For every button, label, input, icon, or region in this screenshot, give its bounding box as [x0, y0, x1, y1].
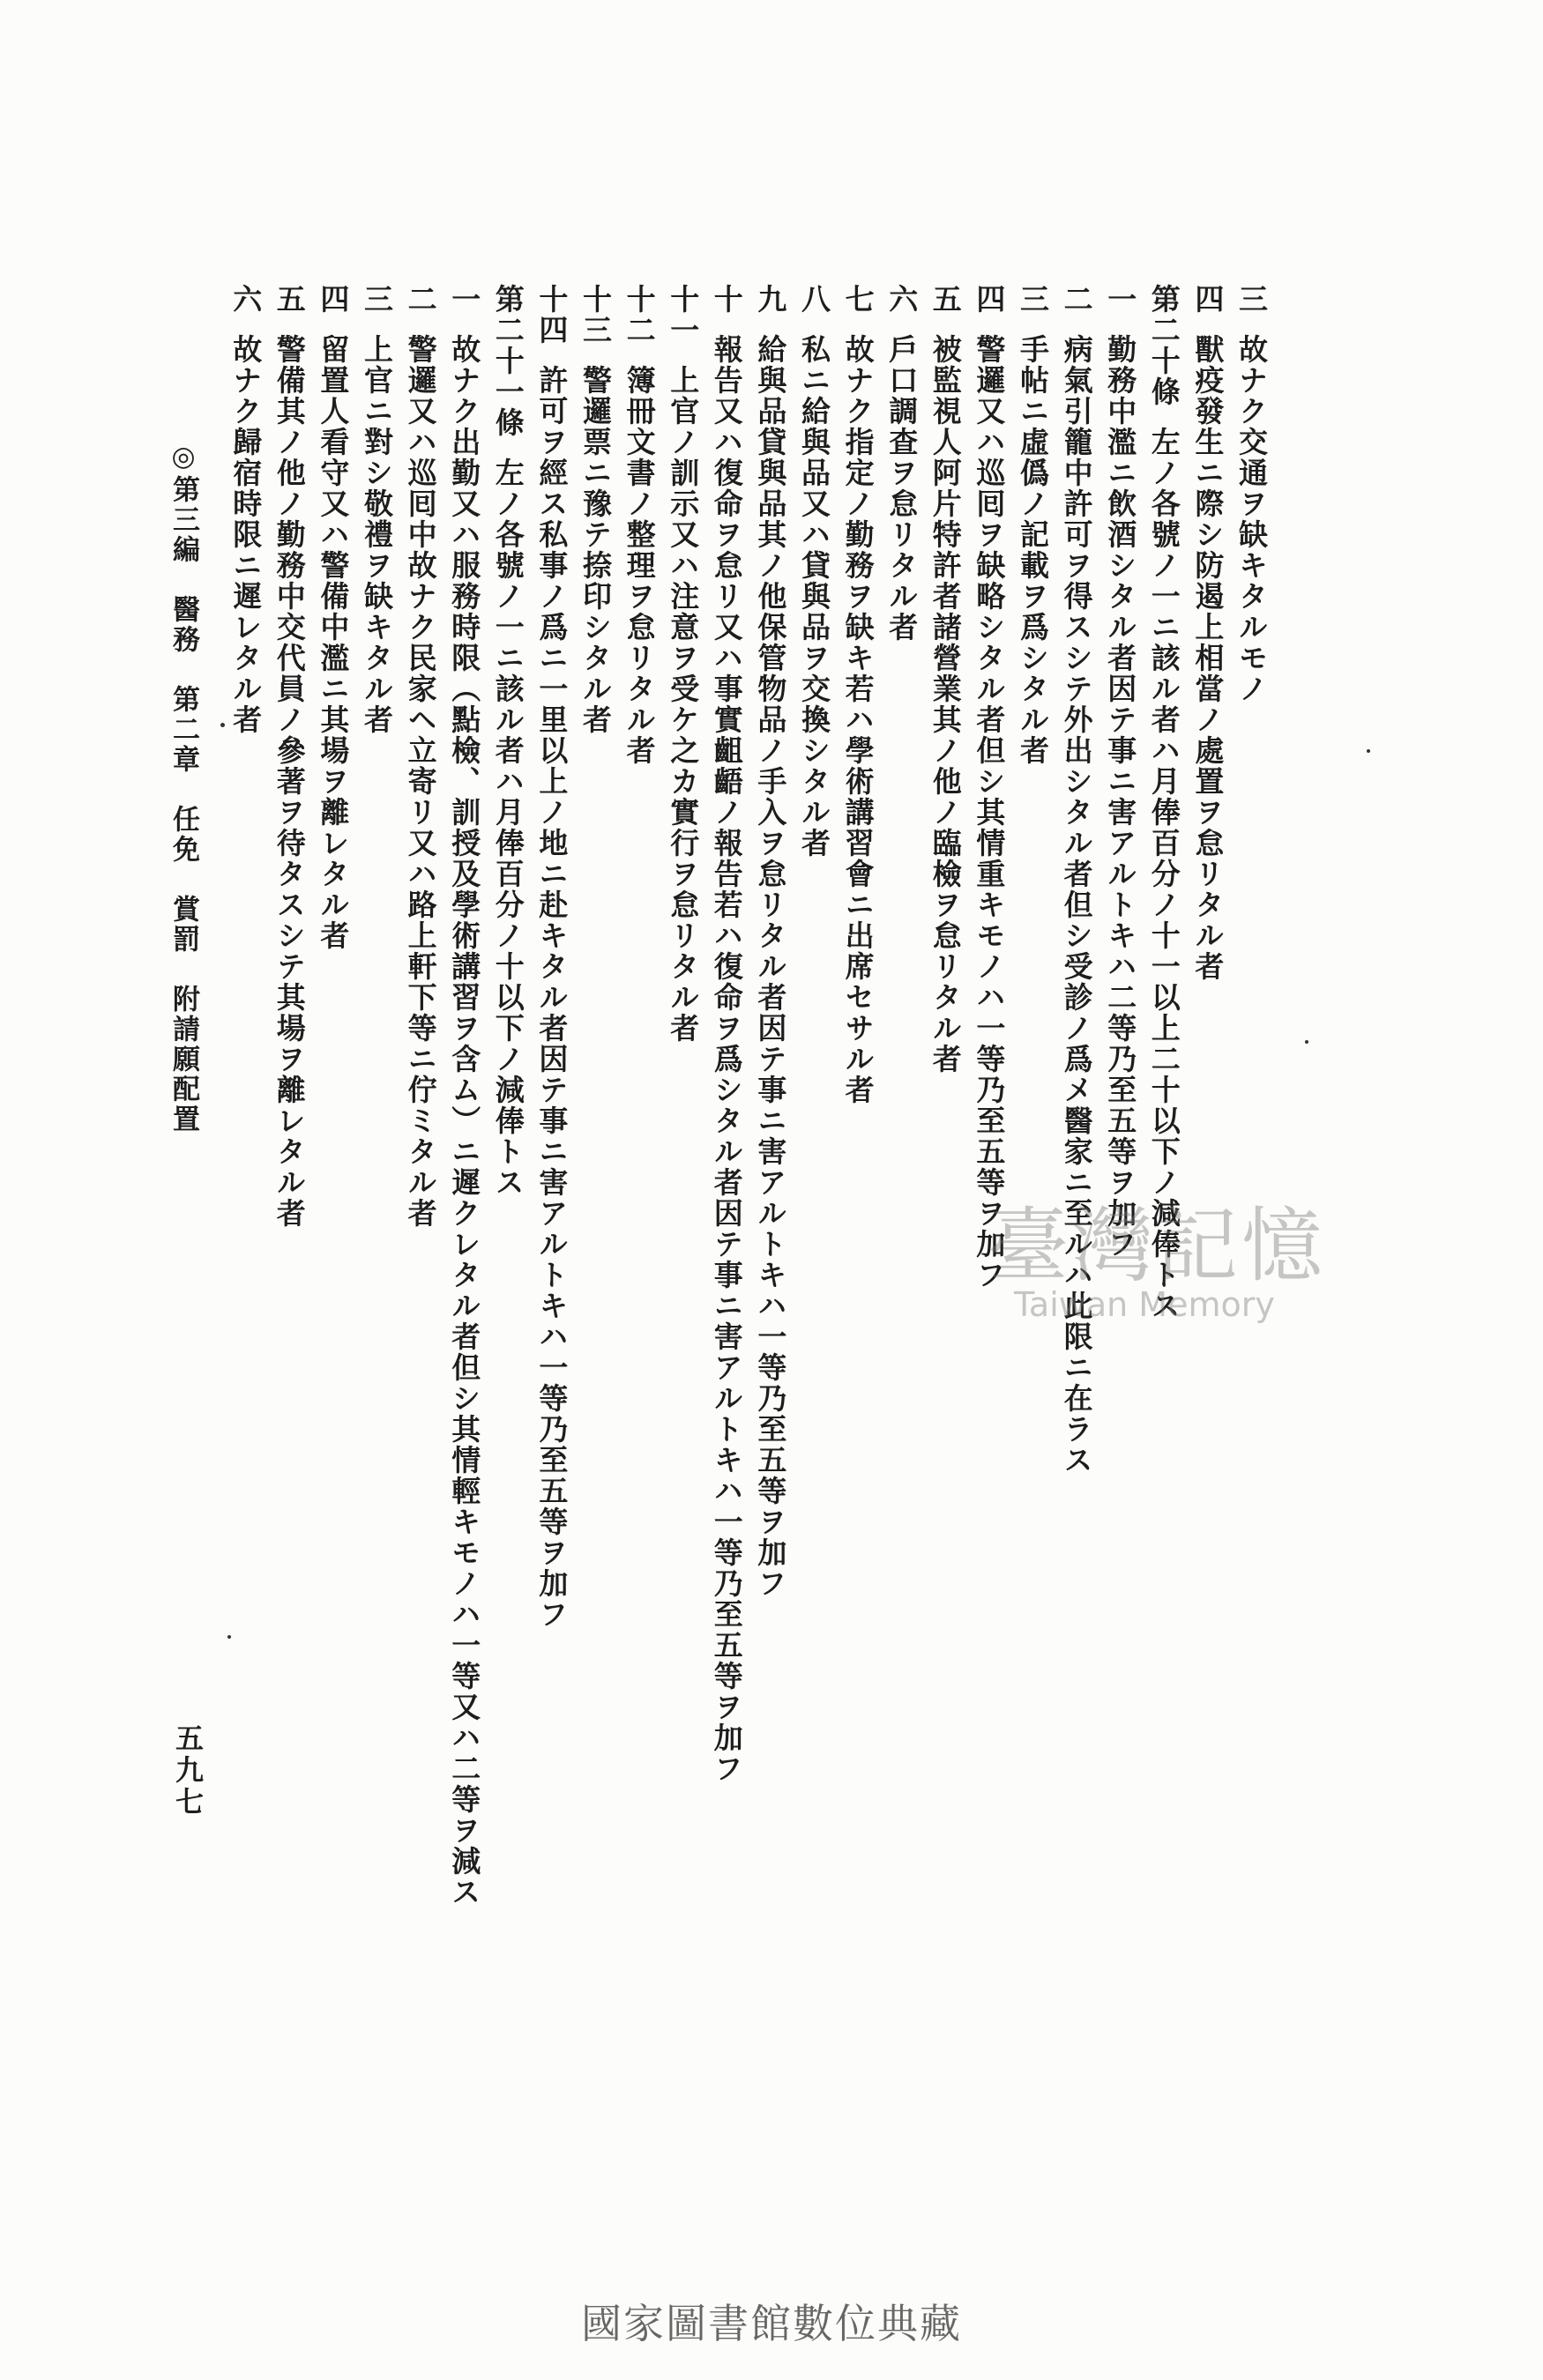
item-number: 十一	[666, 284, 701, 346]
text-line	[622, 284, 656, 766]
item-text: 警邏票ニ豫テ捺印シタル者	[578, 365, 613, 735]
library-label: 國家圖書館數位典藏	[581, 2300, 962, 2347]
item-number: 三	[1016, 284, 1050, 315]
item-number: 十四	[534, 284, 570, 346]
item-number: 五	[272, 284, 307, 315]
item-number: 四	[972, 284, 1007, 315]
text-line	[228, 284, 262, 735]
scan-speck	[227, 1635, 231, 1639]
item-text: 左ノ各號ノ一ニ該ル者ハ月俸百分ノ十以下ノ減俸トス	[490, 457, 526, 1198]
text-line	[972, 284, 1005, 1290]
item-number: 八	[797, 284, 831, 315]
item-text: 警邏又ハ巡囘中故ナク民家ヘ立寄リ又ハ路上軒下等ニ佇ミタル者	[403, 334, 438, 1229]
item-number: 四	[1190, 284, 1226, 315]
item-text: 故ナク歸宿時限ニ遲レタル者	[228, 334, 264, 735]
text-line	[753, 284, 786, 1599]
scan-speck	[1305, 1040, 1308, 1044]
item-text: 故ナク指定ノ勤務ヲ缺キ若ハ學術講習會ニ出席セサル者	[840, 334, 876, 1105]
text-line	[447, 284, 481, 1908]
watermark-cn: 臺灣記憶	[988, 1199, 1327, 1293]
item-text: 給與品貸與品其ノ他保管物品ノ手入ヲ怠リタル者因テ事ニ害アルトキハ一等乃至五等ヲ加フ	[753, 334, 788, 1599]
text-line	[1103, 284, 1137, 1260]
text-line	[884, 284, 918, 643]
item-number: 七	[840, 284, 876, 315]
page-number: 五九七	[171, 1723, 205, 1818]
item-text: 故ナク交通ヲ缺キタルモノ	[1234, 334, 1269, 704]
text-line	[1016, 284, 1049, 766]
text-line	[316, 284, 349, 951]
watermark	[988, 1181, 1327, 1357]
item-text: 私ニ給與品又ハ貸與品ヲ交換シタル者	[797, 334, 831, 859]
text-line	[1190, 284, 1224, 982]
item-text: 簿冊文書ノ整理ヲ怠リタル者	[622, 365, 657, 766]
item-number: 二	[1059, 284, 1094, 315]
item-number: 九	[753, 284, 788, 315]
item-text: 戶口調查ヲ怠リタル者	[884, 334, 920, 643]
text-line	[1147, 284, 1181, 1321]
scan-speck	[220, 723, 225, 727]
text-line	[666, 284, 699, 1044]
item-text: 上官ノ訓示又ハ注意ヲ受ケ之カ實行ヲ怠リタル者	[666, 365, 701, 1044]
text-line	[272, 284, 306, 1229]
item-number: 六	[884, 284, 920, 315]
item-number: 五	[928, 284, 963, 315]
watermark-en: Taiwan Memory	[1014, 1285, 1275, 1324]
item-number: 第二十條	[1146, 284, 1181, 407]
text-line	[710, 284, 743, 1784]
item-number: 三	[360, 284, 394, 315]
text-line	[404, 284, 437, 1229]
item-text: 勤務中濫ニ飲酒シタル者因テ事ニ害アルトキハ二等乃至五等ヲ加フ	[1103, 334, 1138, 1260]
item-text: 報告又ハ復命ヲ怠リ又ハ事實齟齬ノ報告若ハ復命ヲ爲シタル者因テ事ニ害アルトキハ一等乃至五等ヲ加フ	[709, 334, 744, 1784]
item-text: 警邏又ハ巡囘ヲ缺略シタル者但シ其情重キモノハ一等乃至五等ヲ加フ	[972, 334, 1007, 1290]
item-number: 十三	[578, 284, 613, 346]
item-number: 十	[709, 284, 744, 315]
item-text: 留置人看守又ハ警備中濫ニ其場ヲ離レタル者	[316, 334, 351, 951]
text-line	[534, 284, 568, 1630]
running-footer: ◎第三編 醫務 第二章 任免 賞罰 附請願配置	[168, 441, 199, 1134]
text-line	[491, 284, 525, 1198]
item-text: 上官ニ對シ敬禮ヲ缺キタル者	[360, 334, 394, 735]
text-line	[928, 284, 962, 1075]
item-number: 一	[1103, 284, 1138, 315]
item-text: 故ナク出勤又ハ服務時限（點檢、訓授及學術講習ヲ含ム）ニ遲クレタル者但シ其情輕キモノハ一等又ハ二等ヲ減ス	[447, 334, 482, 1908]
text-line	[797, 284, 831, 859]
item-text: 左ノ各號ノ一ニ該ル者ハ月俸百分ノ十一以上二十以下ノ減俸トス	[1146, 427, 1181, 1321]
item-number: 四	[316, 284, 351, 315]
scan-speck	[1367, 749, 1370, 753]
item-text: 被監視人阿片特許者諸營業其ノ他ノ臨檢ヲ怠リタル者	[928, 334, 963, 1075]
item-number: 第二十一條	[490, 284, 526, 438]
text-line	[1234, 284, 1268, 704]
item-number: 三	[1234, 284, 1269, 315]
item-text: 病氣引籠中許可ヲ得スシテ外出シタル者但シ受診ノ爲メ醫家ニ至ルハ此限ニ在ラス	[1059, 334, 1094, 1476]
text-line	[578, 284, 612, 735]
text-line	[841, 284, 875, 1105]
item-number: 十二	[622, 284, 657, 346]
item-number: 一	[447, 284, 482, 315]
item-number: 六	[228, 284, 264, 315]
item-text: 警備其ノ他ノ勤務中交代員ノ參著ヲ待タスシテ其場ヲ離レタル者	[272, 334, 307, 1229]
item-text: 獸疫發生ニ際シ防遏上相當ノ處置ヲ怠リタル者	[1190, 334, 1226, 982]
item-text: 許可ヲ經ス私事ノ爲ニ一里以上ノ地ニ赴キタル者因テ事ニ害アルトキハ一等乃至五等ヲ加フ	[534, 365, 570, 1630]
item-number: 二	[403, 284, 438, 315]
text-line	[360, 284, 393, 735]
item-text: 手帖ニ虛僞ノ記載ヲ爲シタル者	[1016, 334, 1050, 766]
